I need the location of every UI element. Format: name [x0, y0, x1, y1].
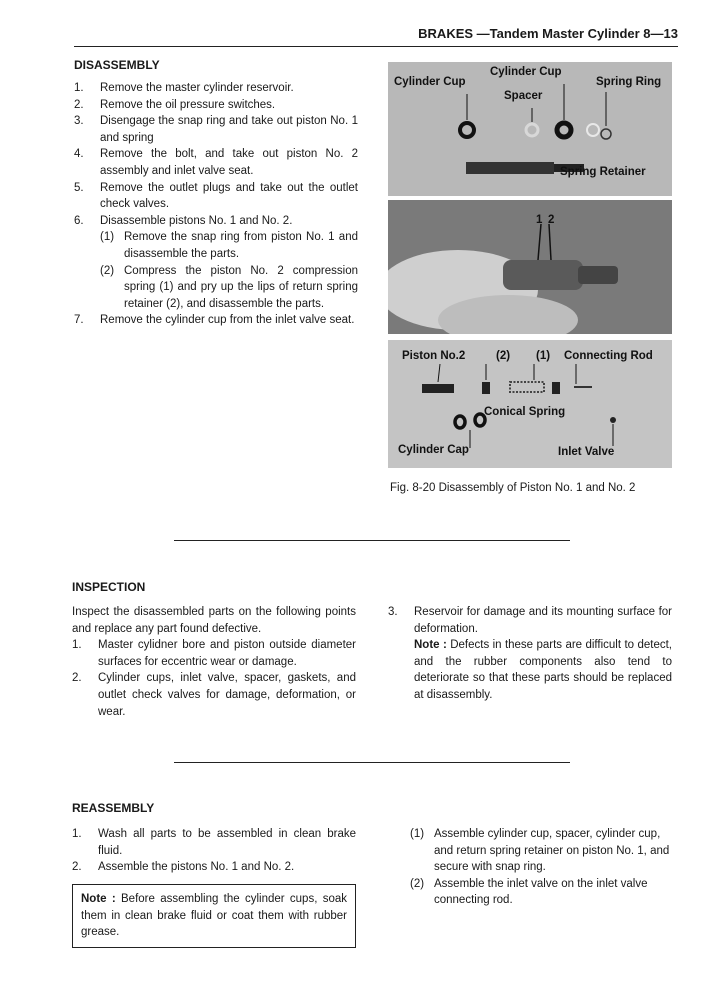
disassembly-steps — [74, 80, 358, 329]
page-header-title: BRAKES —Tandem Master Cylinder 8—13 — [418, 26, 678, 41]
label-conical-spring: Conical Spring — [484, 406, 566, 418]
inspection-right-column — [388, 604, 672, 704]
label-piston-no2: Piston No.2 — [402, 350, 466, 362]
label-spacer: Spacer — [504, 90, 543, 102]
label-2-piston: (2) — [496, 350, 511, 362]
inspection-note: Note : Defects in these parts are difficult to detect, and the rubber components also tend to deteriorate so that these parts should be replaced at disassembly. — [414, 639, 672, 701]
hand-photo-illustration — [388, 200, 672, 334]
inspection-intro: Inspect the disassembled parts on the following points and replace any part found defective. — [72, 606, 356, 635]
list-item: 3. Disengage the snap ring and take out piston No. 1 and spring — [74, 115, 358, 144]
list-item: 2. Cylinder cups, inlet valve, spacer, gaskets, and outlet check valves for damage, deformation, or wear. — [72, 672, 356, 718]
list-item: 3. Reservoir for damage and its mounting surface for deformation. Note : Defects in these parts are difficult to detect, and the rubber components also tend to deteriorate so that these parts should be replaced at disassembly. — [388, 604, 672, 704]
label-cylinder-cup-left: Cylinder Cup — [394, 76, 466, 88]
header-rule — [74, 46, 678, 47]
inspection-heading: INSPECTION — [72, 580, 146, 594]
label-spring-ring: Spring Ring — [596, 76, 662, 88]
list-item: 4. Remove the bolt, and take out piston No. 2 assembly and inlet valve seat. — [74, 148, 358, 177]
reassembly-note-box: Note : Before assembling the cylinder cups, soak them in clean brake fluid or coat them with rubber grease. — [72, 884, 356, 948]
label-cylinder-cap: Cylinder Cap — [398, 444, 469, 456]
sub-item: (1) Assemble cylinder cup, spacer, cylinder cup, and return spring retainer on piston No. 1, and secure with snap ring. — [410, 828, 670, 874]
label-1-piston: (1) — [536, 350, 551, 362]
list-item: 2. Remove the oil pressure switches. — [74, 98, 276, 111]
label-1: 1 — [536, 214, 543, 226]
list-item: 5. Remove the outlet plugs and take out the outlet check valves. — [74, 181, 358, 211]
label-connecting-rod: Connecting Rod — [564, 350, 653, 362]
figure-caption: Fig. 8-20 Disassembly of Piston No. 1 and No. 2 — [390, 482, 636, 494]
sub-item: (1) Remove the snap ring from piston No. 1 and disassemble the parts. — [100, 231, 358, 260]
label-inlet-valve: Inlet Valve — [558, 446, 615, 458]
sub-item: (2) Compress the piston No. 2 compression spring (1) and pry up the lips of return spring retainer (2), and disassemble the parts. — [100, 264, 358, 310]
figure-photo-parts — [388, 62, 672, 196]
list-item: 1. Wash all parts to be assembled in clean brake fluid. — [72, 828, 356, 857]
inspection-left-column — [72, 604, 356, 720]
label-cylinder-cup-top: Cylinder Cup — [490, 66, 562, 78]
sub-item: (2) Assemble the inlet valve on the inlet valve connecting rod. — [410, 877, 648, 907]
reassembly-heading: REASSEMBLY — [72, 801, 155, 815]
list-item: 1. Remove the master cylinder reservoir. — [74, 82, 294, 94]
list-item: 2. Assemble the pistons No. 1 and No. 2. — [72, 861, 295, 874]
list-item: 6. Disassemble pistons No. 1 and No. 2. (1) Remove the snap ring from piston No. 1 and disassemble the parts. (2) Compress the piston No. 2 compression spring (1) and pry up the lips of return spring retainer (2), and disassemble the parts. — [74, 213, 358, 313]
label-2: 2 — [548, 214, 555, 226]
label-spring-retainer: Spring Retainer — [560, 166, 646, 178]
reassembly-right-column — [410, 826, 672, 909]
section-divider — [174, 540, 570, 541]
list-item: 1. Master cylidner bore and piston outside diameter surfaces for eccentric wear or damage. — [72, 639, 356, 668]
figure-photo-pistons — [388, 340, 672, 468]
list-item: 7. Remove the cylinder cup from the inlet valve seat. — [74, 314, 355, 327]
reassembly-left-column — [72, 826, 356, 876]
disassembly-heading: DISASSEMBLY — [74, 58, 160, 72]
figure-photo-hand — [388, 200, 672, 334]
section-divider — [174, 762, 570, 763]
